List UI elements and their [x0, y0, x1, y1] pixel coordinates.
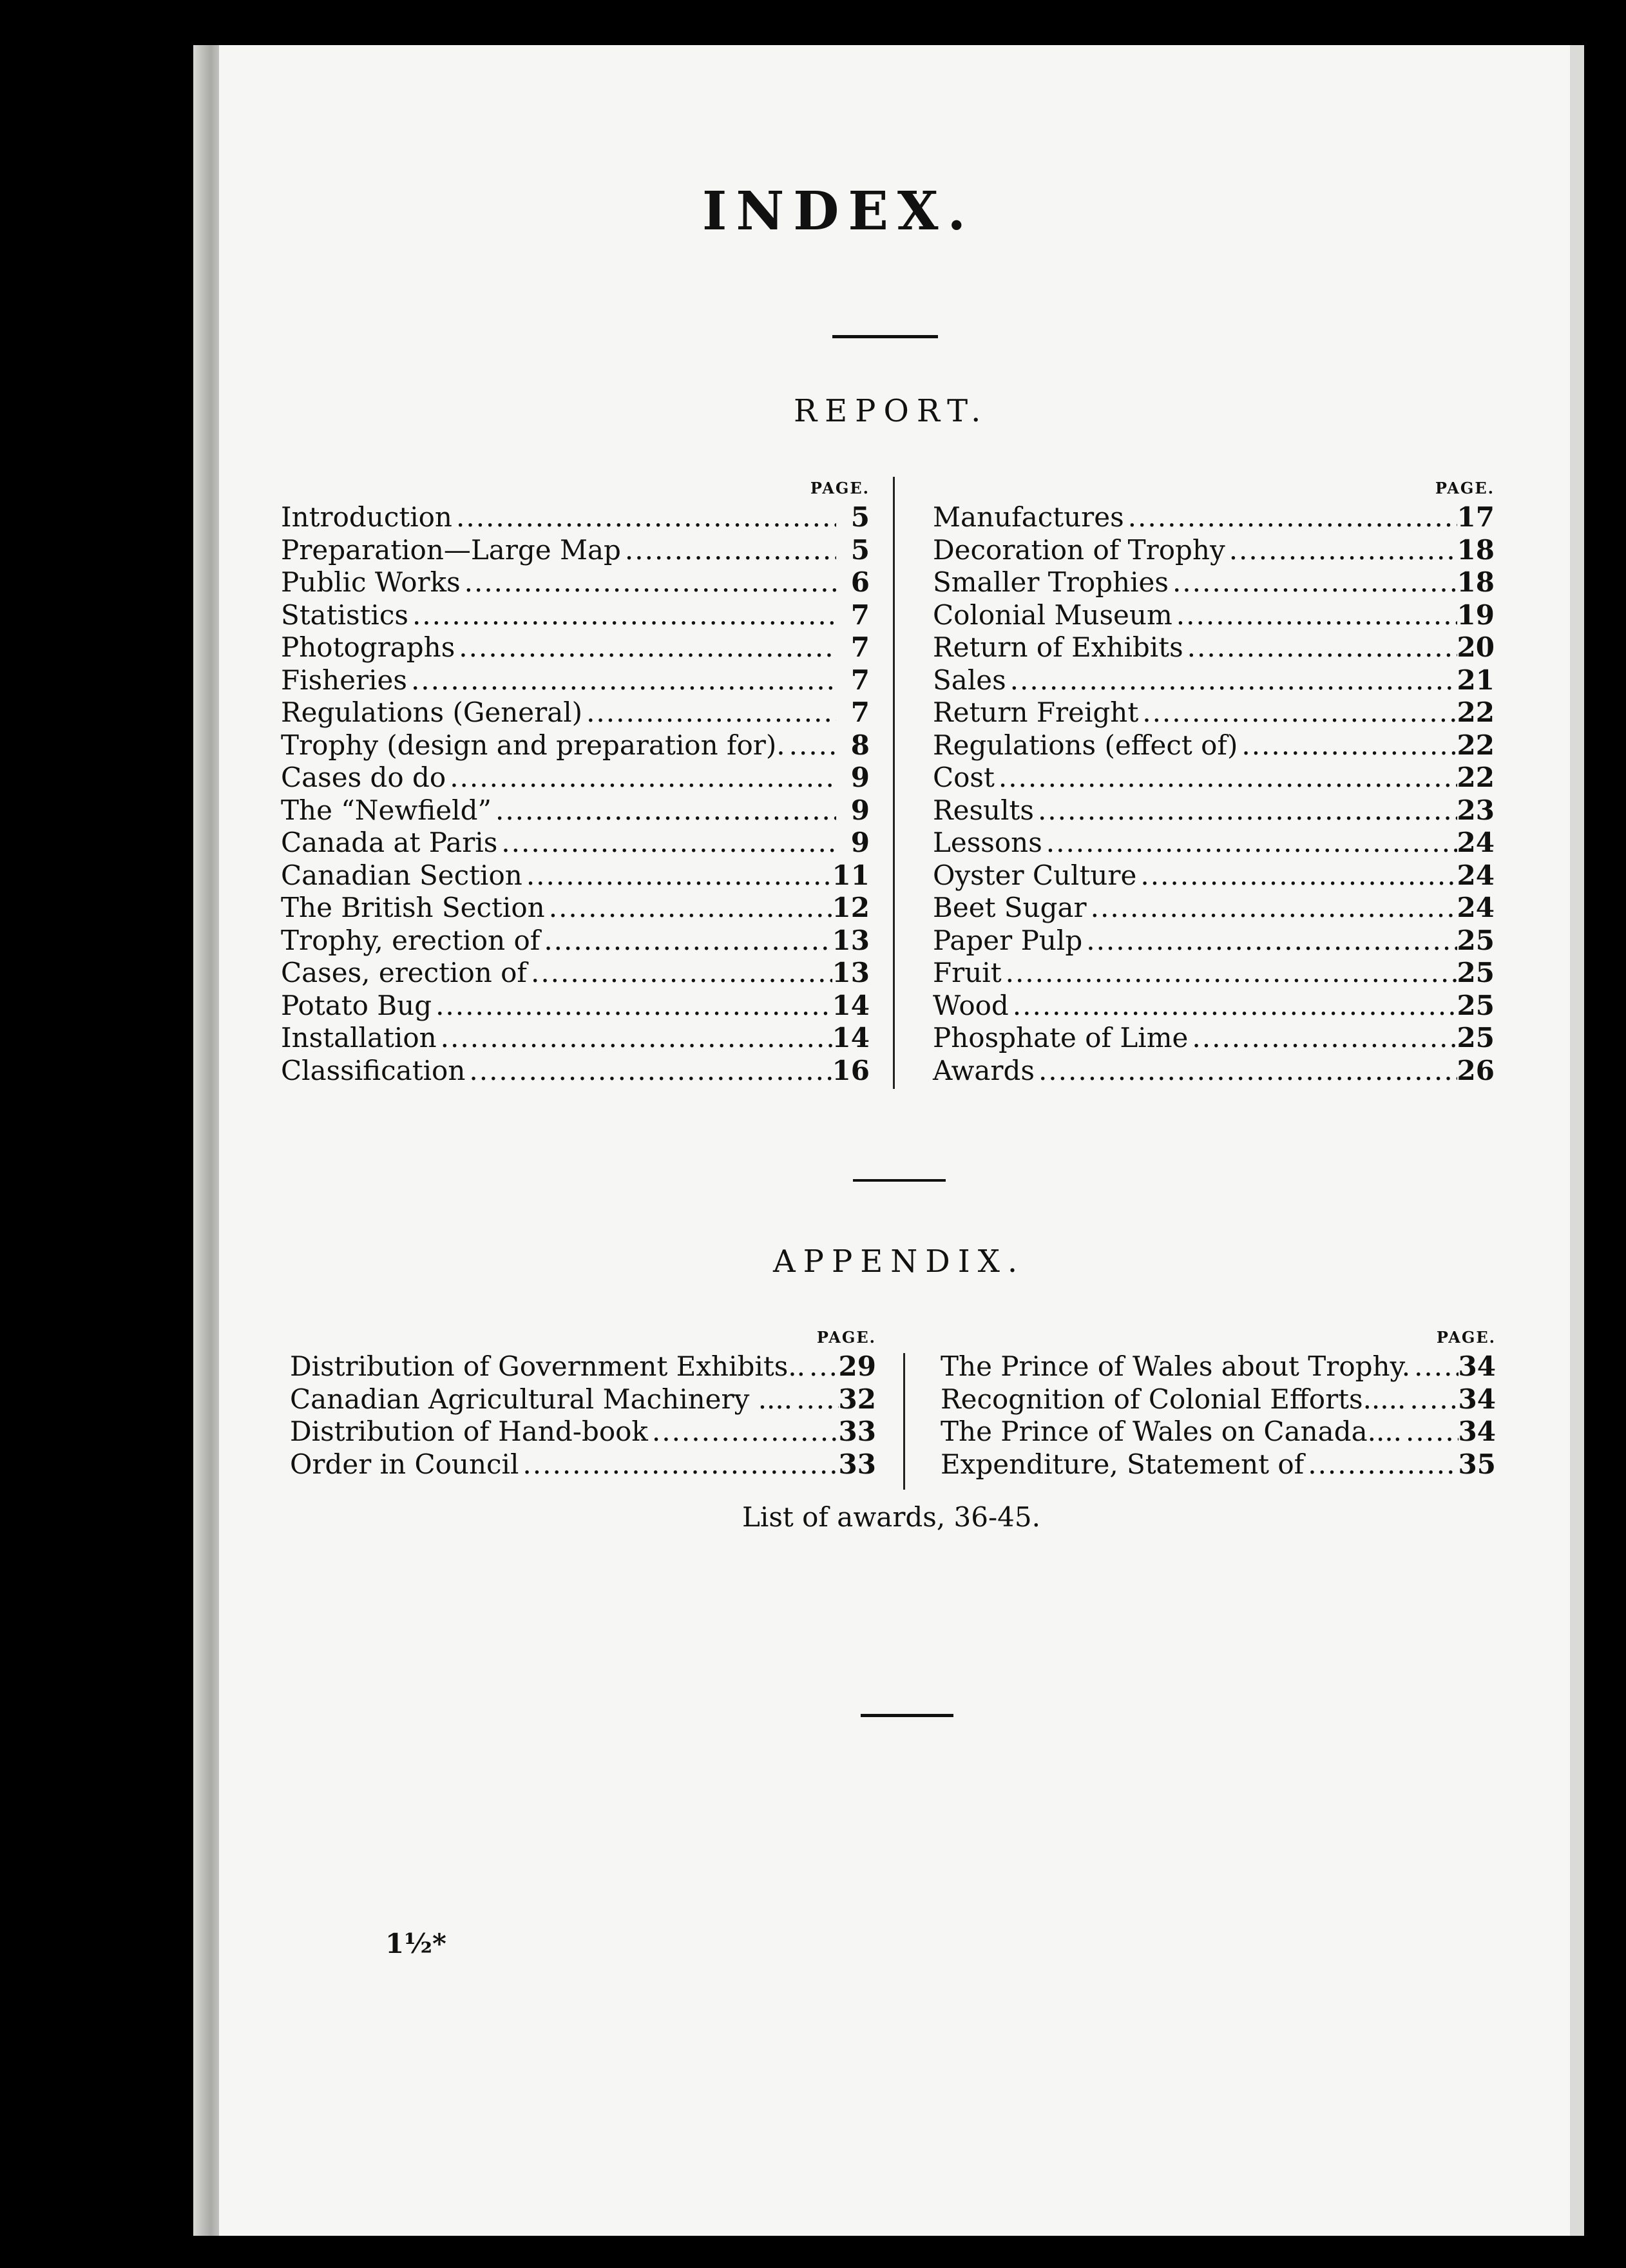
- index-entry-page: 24: [1457, 892, 1495, 923]
- index-entry-label: Decoration of Trophy: [933, 533, 1225, 566]
- index-entry: [281, 827, 870, 860]
- index-entry: [290, 1448, 876, 1481]
- leader-dots: [1402, 1416, 1459, 1448]
- index-entry-label: Photographs: [281, 631, 455, 663]
- index-entry-page: 7: [850, 664, 870, 696]
- appendix-left-page-head: PAGE.: [816, 1328, 876, 1347]
- index-entry-page: 34: [1458, 1350, 1496, 1382]
- leader-dots: [446, 762, 836, 794]
- index-entry-page: 9: [850, 794, 870, 826]
- leader-dots: [1124, 501, 1457, 534]
- index-entry: [933, 957, 1495, 990]
- index-entry-label: Fisheries: [281, 664, 407, 696]
- index-entry: [281, 566, 870, 599]
- index-entry-page: 8: [850, 729, 870, 761]
- appendix-left-column: [290, 1325, 876, 1481]
- index-entry: [281, 664, 870, 697]
- index-entry-label: Introduction: [281, 501, 452, 533]
- index-entry-label: Cases do do: [281, 762, 446, 793]
- leader-dots: [805, 1350, 839, 1383]
- leader-dots: [792, 1383, 838, 1416]
- leader-dots: [545, 892, 832, 925]
- index-entry-label: Regulations (General): [281, 697, 583, 728]
- index-entry-page: 7: [850, 697, 870, 728]
- index-entry-label: Paper Pulp: [933, 924, 1083, 956]
- index-entry-page: 22: [1457, 729, 1495, 761]
- index-entry: [933, 1055, 1495, 1088]
- index-entry: [933, 762, 1495, 794]
- leader-dots: [1410, 1350, 1458, 1383]
- index-entry-label: The Prince of Wales about Trophy.: [941, 1350, 1411, 1382]
- leader-dots: [1138, 697, 1457, 729]
- index-entry: [281, 762, 870, 794]
- leader-dots: [1225, 534, 1457, 567]
- index-entry: [941, 1383, 1496, 1416]
- index-entry-label: Cost: [933, 762, 995, 793]
- leader-dots: [1087, 892, 1457, 925]
- index-entry-page: 32: [838, 1383, 876, 1415]
- index-entry: [941, 1416, 1496, 1448]
- index-entry-label: Oyster Culture: [933, 859, 1137, 891]
- closing-rule: [861, 1714, 953, 1717]
- index-entry: [941, 1448, 1496, 1481]
- index-entry-label: Fruit: [933, 957, 1002, 988]
- leader-dots: [582, 697, 836, 729]
- index-entry-label: Recognition of Colonial Efforts.....: [941, 1383, 1406, 1415]
- index-entry-page: 18: [1457, 566, 1495, 598]
- leader-dots: [1006, 664, 1457, 697]
- index-entry-label: Trophy (design and preparation for).: [281, 729, 785, 761]
- index-entry: [933, 1022, 1495, 1055]
- leader-dots: [527, 957, 832, 990]
- index-entry: [281, 599, 870, 632]
- leader-dots: [648, 1416, 839, 1448]
- index-entry-label: Distribution of Government Exhibits..: [290, 1350, 805, 1382]
- index-entry-page: 25: [1457, 1022, 1495, 1053]
- index-entry-page: 9: [850, 762, 870, 793]
- index-entry-page: 14: [832, 989, 870, 1021]
- index-entry-label: Distribution of Hand-book: [290, 1416, 648, 1447]
- report-left-page-head: PAGE.: [810, 479, 870, 497]
- appendix-heading: APPENDIX.: [773, 1244, 1026, 1280]
- index-entry-page: 26: [1457, 1054, 1495, 1086]
- leader-dots: [408, 599, 836, 632]
- index-entry-page: 25: [1457, 957, 1495, 988]
- document-page: [219, 45, 1578, 2236]
- signature-mark: 1½*: [385, 1928, 446, 1959]
- index-entry-page: 34: [1458, 1383, 1496, 1415]
- leader-dots: [540, 925, 832, 957]
- index-entry-page: 29: [838, 1350, 876, 1382]
- leader-dots: [1172, 599, 1457, 632]
- index-entry: [933, 990, 1495, 1023]
- index-entry: [281, 957, 870, 990]
- index-entry-label: Installation: [281, 1022, 437, 1053]
- leader-dots: [465, 1055, 832, 1088]
- index-entry-label: Return of Exhibits: [933, 631, 1183, 663]
- index-entry: [933, 631, 1495, 664]
- index-entry-label: Beet Sugar: [933, 892, 1087, 923]
- leader-dots: [519, 1448, 838, 1481]
- leader-dots: [461, 566, 836, 599]
- index-entry-label: Trophy, erection of: [281, 924, 540, 956]
- leader-dots: [1183, 631, 1457, 664]
- index-entry-label: Lessons: [933, 827, 1042, 858]
- index-entry-page: 35: [1458, 1448, 1496, 1480]
- index-entry-page: 16: [832, 1054, 870, 1086]
- page-title: INDEX.: [702, 180, 975, 242]
- index-entry: [281, 729, 870, 762]
- leader-dots: [1009, 990, 1457, 1023]
- index-entry-page: 5: [850, 533, 870, 566]
- index-entry: [281, 501, 870, 534]
- index-entry-label: The “Newfield”: [281, 794, 492, 826]
- index-entry-label: Phosphate of Lime: [933, 1022, 1189, 1053]
- page-edge-band: [1570, 45, 1584, 2236]
- index-entry: [281, 990, 870, 1023]
- index-entry: [933, 501, 1495, 534]
- report-right-page-head: PAGE.: [1435, 479, 1495, 497]
- index-entry: [281, 860, 870, 892]
- index-entry-page: 9: [850, 827, 870, 858]
- index-entry-page: 14: [832, 1022, 870, 1053]
- index-entry-page: 12: [832, 892, 870, 923]
- index-entry: [933, 534, 1495, 567]
- index-entry: [933, 566, 1495, 599]
- index-entry-page: 33: [838, 1416, 876, 1447]
- leader-dots: [452, 501, 836, 534]
- leader-dots: [1238, 729, 1457, 762]
- index-entry-page: 7: [850, 599, 870, 631]
- report-column-divider: [893, 477, 895, 1089]
- index-entry-label: Statistics: [281, 599, 408, 631]
- section-rule: [853, 1179, 946, 1182]
- index-entry-page: 5: [850, 501, 870, 533]
- index-entry-label: Return Freight: [933, 697, 1139, 728]
- index-entry-label: Smaller Trophies: [933, 566, 1169, 598]
- index-entry-page: 18: [1457, 533, 1495, 566]
- index-entry: [281, 1022, 870, 1055]
- index-entry-label: The Prince of Wales on Canada....: [941, 1416, 1402, 1447]
- leader-dots: [1082, 925, 1457, 957]
- index-entry: [290, 1350, 876, 1383]
- index-entry-page: 13: [832, 957, 870, 988]
- index-entry-page: 22: [1457, 762, 1495, 793]
- index-entry-label: The British Section: [281, 892, 545, 923]
- index-entry: [290, 1416, 876, 1448]
- index-entry-label: Colonial Museum: [933, 599, 1172, 631]
- index-entry-page: 33: [838, 1448, 876, 1480]
- index-entry: [933, 664, 1495, 697]
- report-left-column: [281, 476, 870, 1087]
- index-entry-label: Expenditure, Statement of: [941, 1448, 1305, 1480]
- report-right-column: [933, 476, 1495, 1087]
- index-entry-page: 25: [1457, 989, 1495, 1021]
- index-entry: [281, 697, 870, 729]
- title-rule: [832, 335, 938, 338]
- index-entry: [933, 827, 1495, 860]
- leader-dots: [1304, 1448, 1458, 1481]
- leader-dots: [995, 762, 1457, 794]
- awards-list-note: List of awards, 36-45.: [742, 1501, 1040, 1533]
- leader-dots: [432, 990, 832, 1023]
- index-entry-label: Classification: [281, 1054, 466, 1086]
- appendix-right-column: [941, 1325, 1496, 1481]
- index-entry: [933, 925, 1495, 957]
- index-entry-page: 24: [1457, 827, 1495, 858]
- leader-dots: [1406, 1383, 1458, 1416]
- index-entry-label: Wood: [933, 989, 1009, 1021]
- index-entry: [933, 729, 1495, 762]
- leader-dots: [785, 729, 836, 762]
- index-entry-page: 24: [1457, 859, 1495, 891]
- index-entry: [933, 794, 1495, 827]
- index-entry: [281, 631, 870, 664]
- index-entry: [281, 534, 870, 567]
- index-entry-label: Manufactures: [933, 501, 1124, 533]
- index-entry-label: Sales: [933, 664, 1006, 696]
- index-entry-page: 23: [1457, 794, 1495, 826]
- leader-dots: [1136, 860, 1457, 892]
- leader-dots: [1034, 794, 1457, 827]
- leader-dots: [621, 534, 836, 567]
- index-entry-page: 6: [850, 566, 870, 598]
- index-entry: [941, 1350, 1496, 1383]
- index-entry-label: Potato Bug: [281, 989, 432, 1021]
- leader-dots: [455, 631, 836, 664]
- index-entry: [290, 1383, 876, 1416]
- leader-dots: [522, 860, 832, 892]
- leader-dots: [497, 827, 836, 860]
- index-entry-page: 25: [1457, 924, 1495, 956]
- index-entry: [933, 892, 1495, 925]
- index-entry: [281, 1055, 870, 1088]
- leader-dots: [1042, 827, 1457, 860]
- report-heading: REPORT.: [794, 393, 989, 429]
- index-entry-label: Canada at Paris: [281, 827, 498, 858]
- index-entry-label: Awards: [933, 1054, 1035, 1086]
- index-entry: [281, 794, 870, 827]
- index-entry-page: 17: [1457, 501, 1495, 533]
- index-entry-label: Preparation—Large Map: [281, 533, 621, 566]
- leader-dots: [407, 664, 836, 697]
- appendix-column-divider: [903, 1353, 905, 1490]
- index-entry-label: Canadian Section: [281, 859, 522, 891]
- leader-dots: [1002, 957, 1457, 990]
- index-entry-label: Order in Council: [290, 1448, 519, 1480]
- index-entry-label: Cases, erection of: [281, 957, 527, 988]
- leader-dots: [1169, 566, 1457, 599]
- index-entry-page: 20: [1457, 631, 1495, 663]
- index-entry: [281, 925, 870, 957]
- index-entry-page: 34: [1458, 1416, 1496, 1447]
- index-entry: [933, 860, 1495, 892]
- index-entry-page: 22: [1457, 697, 1495, 728]
- index-entry-label: Regulations (effect of): [933, 729, 1238, 761]
- leader-dots: [492, 794, 836, 827]
- leader-dots: [437, 1022, 832, 1055]
- index-entry-label: Results: [933, 794, 1034, 826]
- index-entry-page: 11: [832, 859, 870, 891]
- index-entry-page: 13: [832, 924, 870, 956]
- index-entry: [933, 697, 1495, 729]
- index-entry: [933, 599, 1495, 632]
- leader-dots: [1035, 1055, 1457, 1088]
- index-entry-label: Canadian Agricultural Machinery ....: [290, 1383, 793, 1415]
- index-entry-page: 21: [1457, 664, 1495, 696]
- index-entry-page: 19: [1457, 599, 1495, 631]
- leader-dots: [1188, 1022, 1457, 1055]
- index-entry-page: 7: [850, 631, 870, 663]
- index-entry-label: Public Works: [281, 566, 461, 598]
- appendix-right-page-head: PAGE.: [1436, 1328, 1496, 1347]
- index-entry: [281, 892, 870, 925]
